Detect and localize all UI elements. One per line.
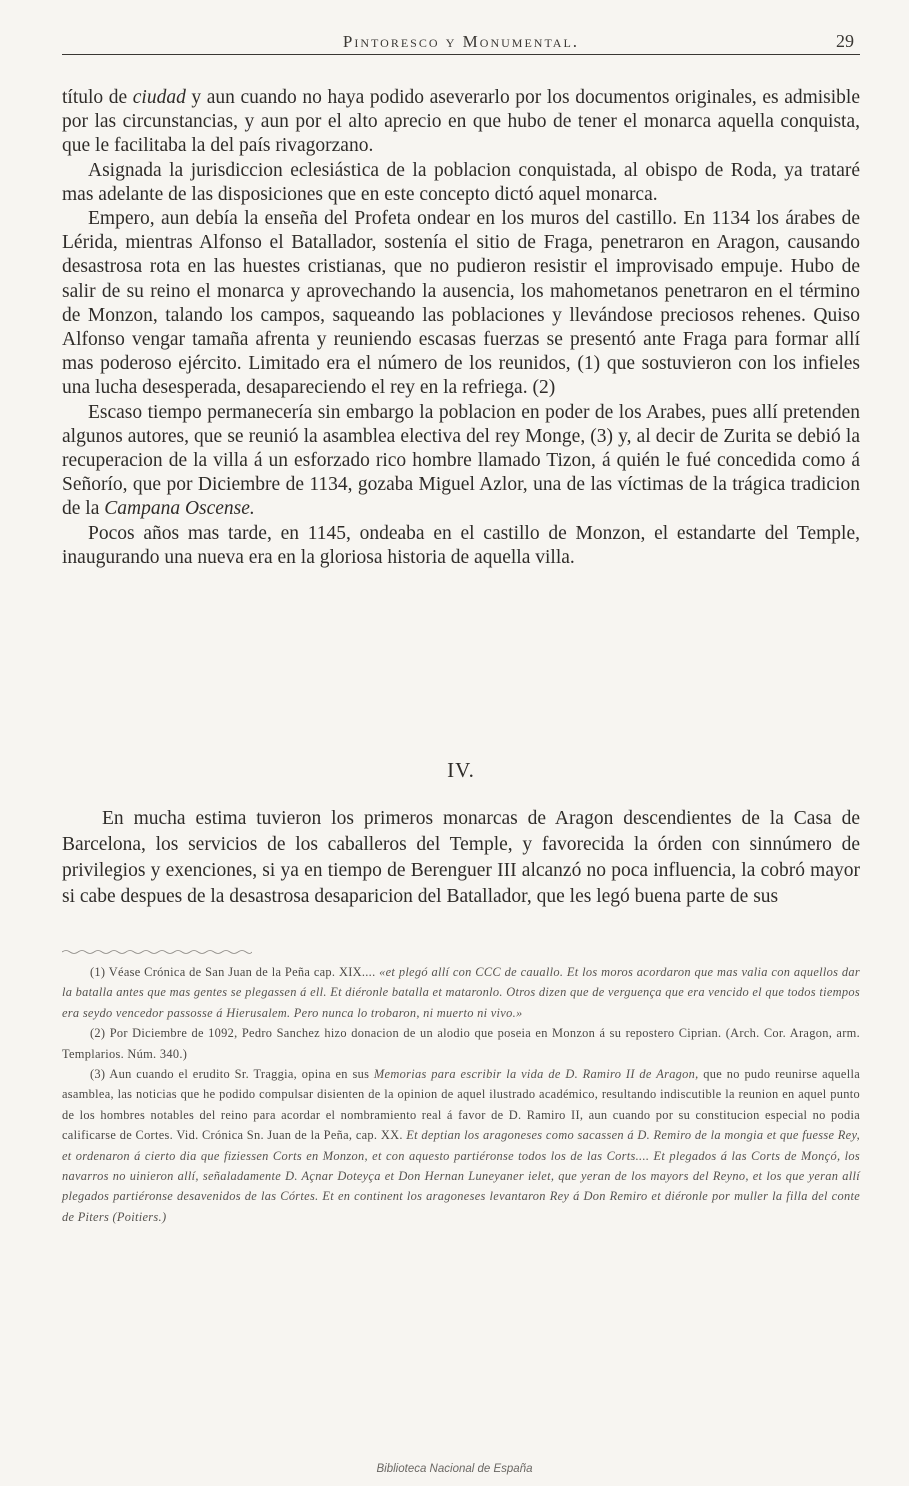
paragraph — [62, 86, 860, 159]
text-run: Empero, aun debía la enseña del Profeta ondear en los muros del castillo. En 1134 los árabes de Lérida, mientras Alfonso el Batallador, sostenía el sitio de Fraga, penetraron en Aragon, causando desastrosa rota en las huestes cristianas, que no pudieron resistir el improvisado empuje. Hubo de salir de su reino el monarca y aprovechando la ausencia, los mahometanos penetraron en el término de Monzon, talando los campos, saqueando las poblaciones y llevándose preciosos rehenes. Quiso Alfonso vengar tamaña afrenta y reuniendo escasas fuerzas se presentó ante Fraga para formar allí mas poderoso ejército. Limitado era el número de los reunidos, (1) que sostuvieron con los infieles una lucha desesperada, desapareciendo el rey en la refriega. (2) — [62, 208, 860, 399]
text-run: Escaso tiempo permanecería sin embargo la poblacion en poder de los Arabes, pues allí pretenden algunos autores, que se reunió la asamblea electiva del rey Monge, (3) y, al decir de Zurita se debió la recuperacion de la villa á un esforzado rico hombre llamado Tizon, á quién le fué concedida como á Señorío, que por Diciembre de 1134, gozaba Miguel Azlor, una de las víctimas de la trágica tradicion de la — [62, 401, 860, 520]
text-run: (3) Aun cuando el erudito Sr. Traggia, opina en sus — [90, 1067, 374, 1082]
text-run: y aun cuando no haya podido aseverarlo por los documentos originales, es admisible por las circunstancias, y aun por el alto aprecio en que hubo de tener el monarca aquella conquista, que le facilitaba la del país rivagorzano. — [62, 87, 861, 157]
italic-text: ciudad — [132, 87, 186, 108]
section-body — [62, 806, 860, 910]
text-run: (2) Por Diciembre de 1092, Pedro Sanchez hizo donacion de un alodio que poseia en Monzon á su repostero Ciprian. (Arch. Cor. Aragon, arm. Templarios. Núm. 340.) — [62, 1026, 860, 1061]
page-number: 29 — [836, 31, 854, 51]
running-header — [62, 28, 860, 55]
footnote-divider — [62, 948, 252, 956]
italic-text: Et deptian los aragoneses como sacassen á D. Remiro de la mongia et que fuesse Rey, et ordenaron á cierto dia que fiziessen Corts en Monzon, et con aquesto partiéronse todos los de las Corts.... Et plegados á las Corts de Monçó, los navarros no uinieron allí, señaladamente D. Açnar Doteyça et Don Hernan Luneyaner ielet, que yeran de los mayors del Reyno, et los que yeran allí plegados partiéronse desavenidos de las Córtes. Et en continent los aragoneses levantaron Rey á Don Remiro et diéronle por muller la filla del conte de Piters (Poitiers.) — [62, 1128, 860, 1224]
paragraph — [62, 159, 860, 207]
footnote — [62, 1023, 860, 1064]
section-heading: IV. — [447, 758, 475, 782]
text-run: título de — [62, 87, 133, 108]
text-run: Asignada la jurisdiccion eclesiástica de la poblacion conquistada, al obispo de Roda, ya trataré mas adelante de las disposiciones que en este concepto dictó aquel monarca. — [62, 159, 860, 205]
paragraph — [62, 401, 860, 522]
italic-text: «et plegó allí con CCC de cauallo. Et los moros acordaron que mas valia con aquellos dar la batalla antes que mas gentes se plegassen á ell. Et diéronle batalla et mataronlo. Otros dizen que de verguença que era vencido el que todos tiempos era seydo vencedor passosse á Hierusalem. Pero nunca lo trobaron, ni muerto ni vivo.» — [62, 965, 860, 1020]
footnote — [62, 1064, 860, 1227]
library-credit: Biblioteca Nacional de España — [376, 1463, 533, 1475]
footnote — [62, 962, 860, 1023]
book-page — [62, 0, 860, 1486]
body-text — [62, 86, 860, 570]
text-run: que no pudo reunirse aquella asamblea, las noticias que he podido compulsar disienten de la opinion de aquel ilustrado académico, resultando indiscutible la reunion en aquel punto de los hombres notables del reino para acordar el nombramiento real á favor de D. Ramiro II, aun cuando por su constitucion especial no podia calificarse de Cortes. Vid. Crónica Sn. Juan de la Peña, cap. XX. — [62, 1067, 860, 1143]
running-title: Pintoresco y Monumental. — [342, 32, 580, 51]
footnotes — [62, 962, 860, 1227]
italic-text: Campana Oscense. — [104, 498, 255, 520]
paragraph — [62, 207, 860, 401]
italic-text: Memorias para escribir la vida de D. Ramiro II de Aragon, — [373, 1067, 699, 1082]
section-paragraph: En mucha estima tuvieron los primeros monarcas de Aragon descendientes de la Casa de Barcelona, los servicios de los caballeros del Temple, y favorecida la órden con sinnúmero de privilegios y exenciones, si ya en tiempo de Berenguer III alcanzó no poca influencia, la cobró mayor si cabe despues de la desastrosa desaparicion del Batallador, que les legó buena parte de sus — [62, 808, 860, 907]
text-run: (1) Véase Crónica de San Juan de la Peña cap. XIX.... — [90, 965, 380, 979]
text-run: Pocos años mas tarde, en 1145, ondeaba en el castillo de Monzon, el estandarte del Temple, inaugurando una nueva era en la gloriosa historia de aquella villa. — [62, 522, 860, 568]
paragraph — [62, 522, 860, 570]
